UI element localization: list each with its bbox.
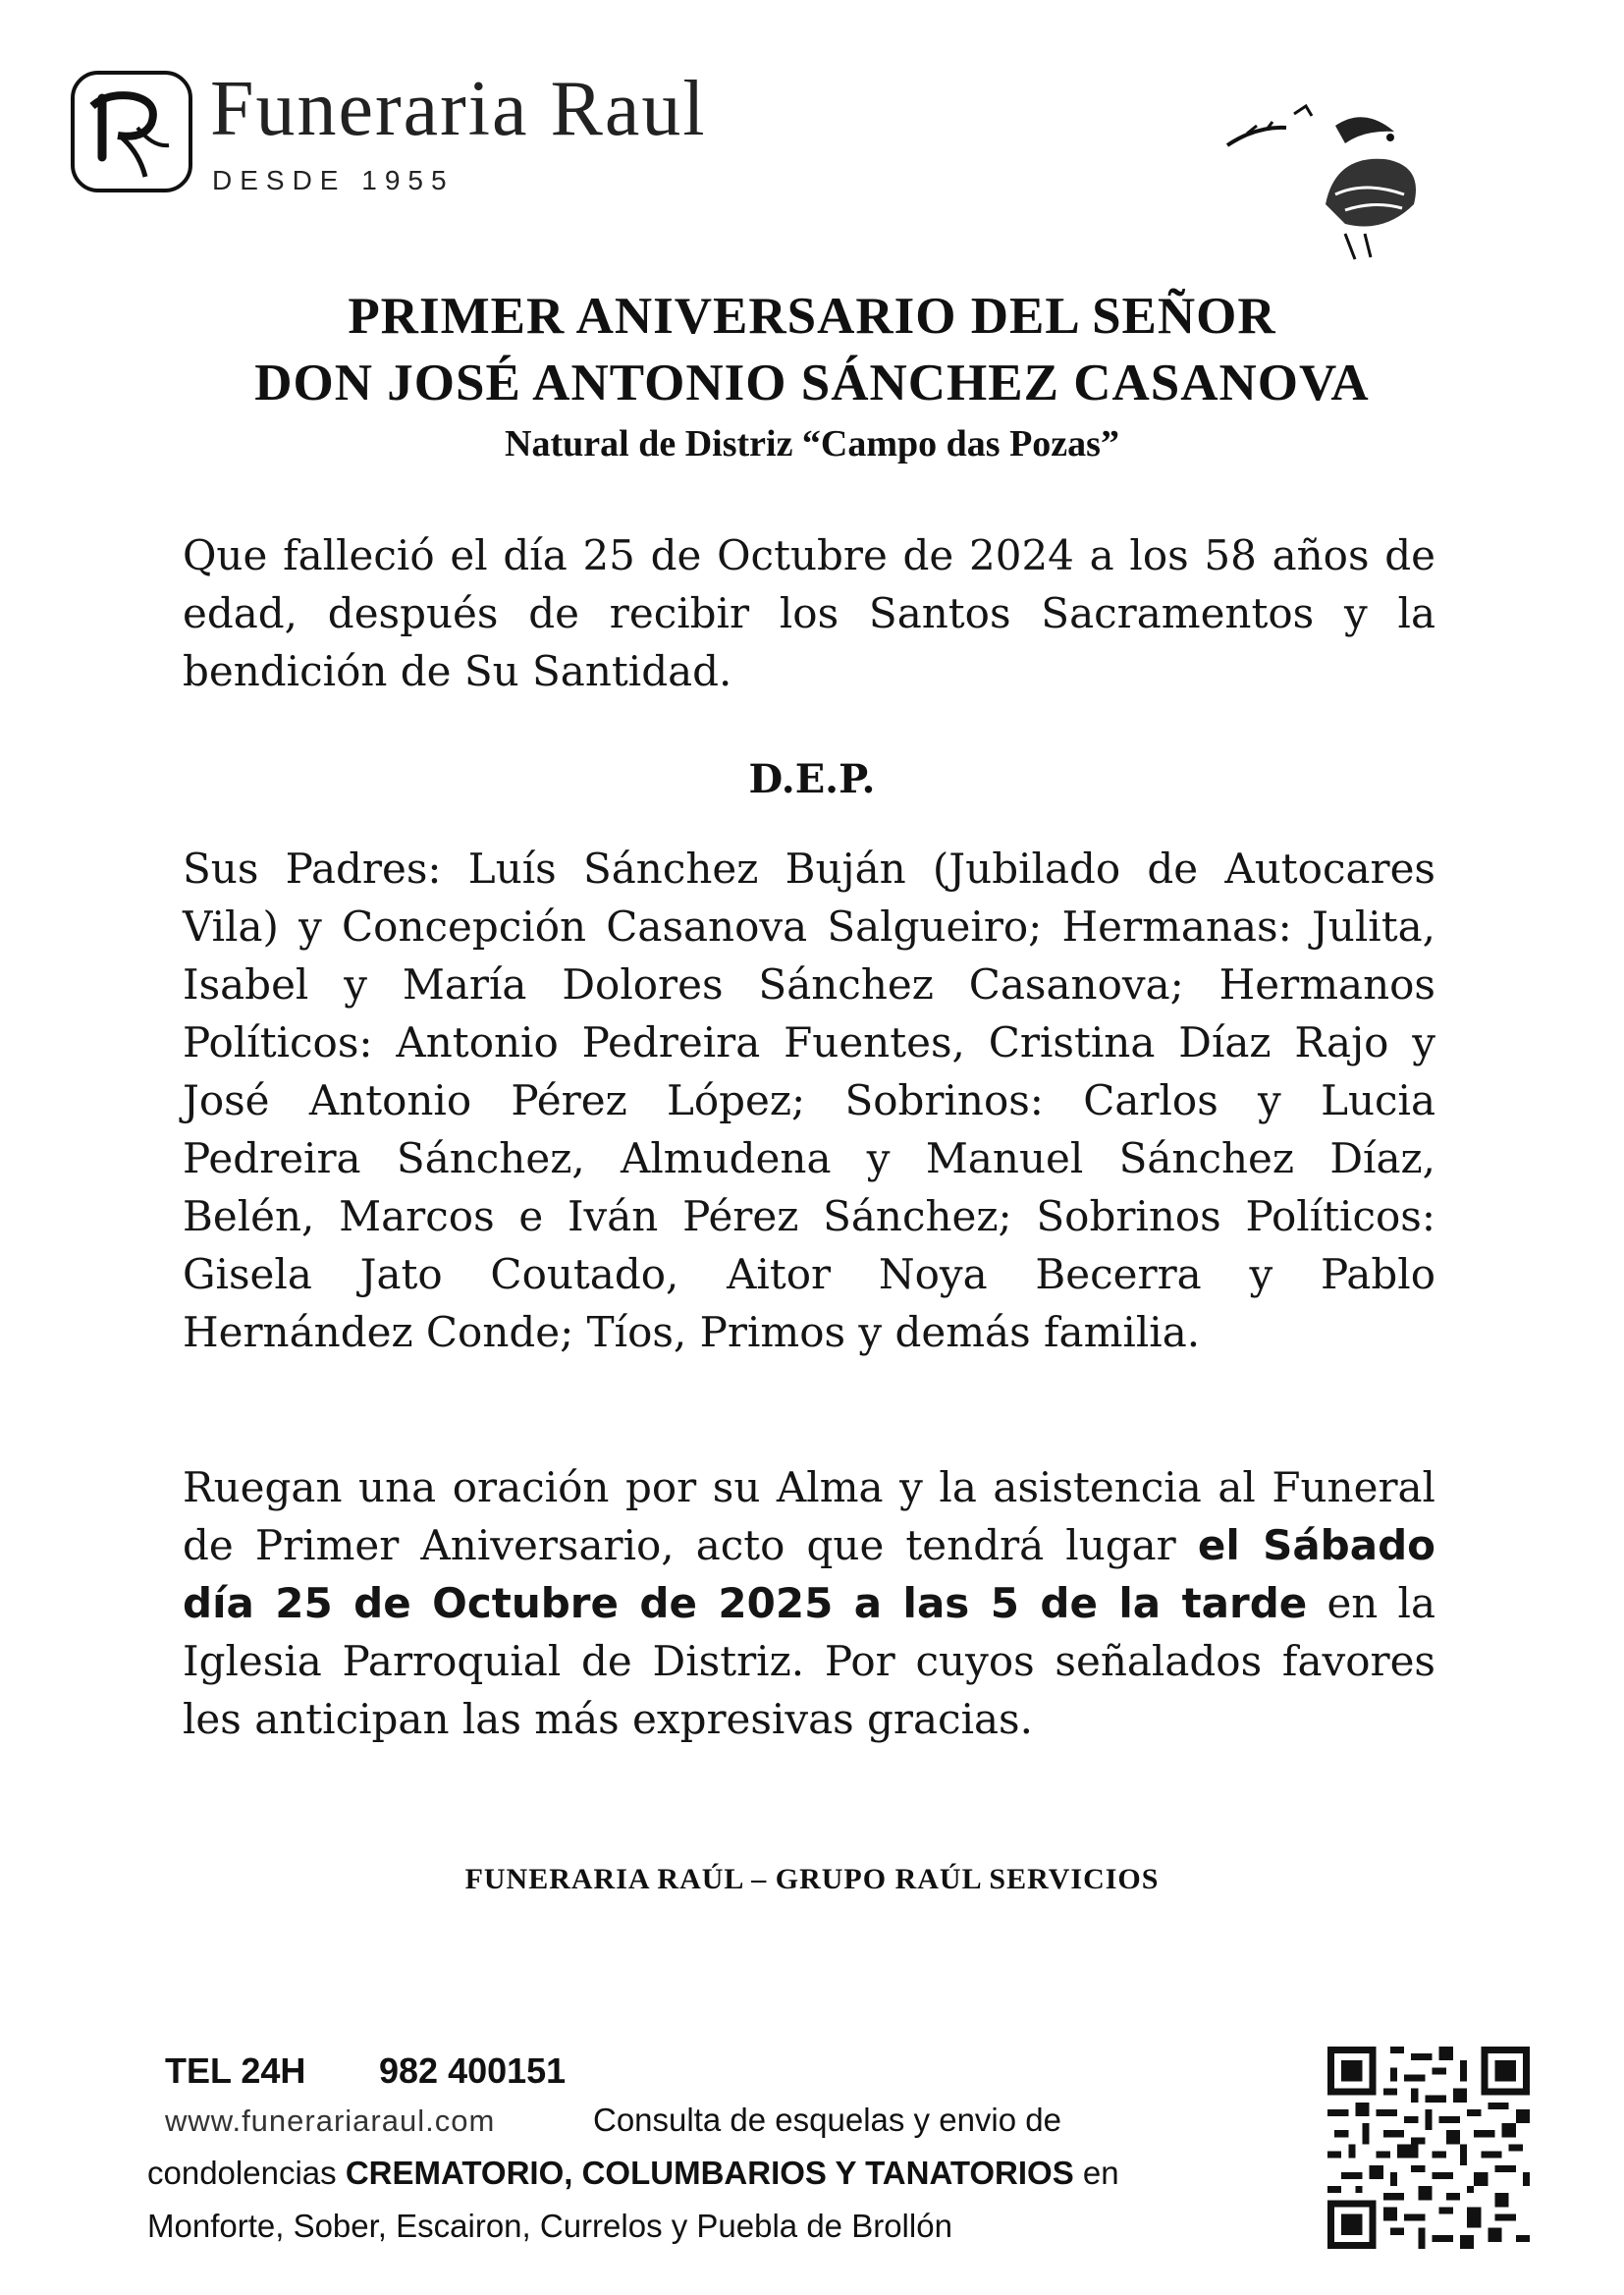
family-paragraph: Sus Padres: Luís Sánchez Buján (Jubilado de Autocares Vila) y Concepción Casanova Salgueiro; Hermanas: Julita, Isabel y María Dolores Sánchez Casanova; Hermanos Políticos: Antonio Pedreira Fuentes, Cristina Díaz Rajo y José Antonio Pérez López; Sobrinos: Carlos y Lucia Pedreira Sánchez, Almudena y Manuel Sánchez Díaz, Belén, Marcos e Iván Pérez Sánchez; Sobrinos Políticos: Gisela Jato Coutado, Aitor Noya Becerra y Pablo Hernández Conde; Tíos, Primos y demás familia. — [183, 845, 1435, 1356]
footer-services: CREMATORIO, COLUMBARIOS Y TANATORIOS — [345, 2155, 1074, 2191]
website-link[interactable]: www.funerariaraul.com — [165, 2104, 496, 2138]
invitation-outro: en la Iglesia Parroquial de Distriz. Por cuyos señalados favores les anticipan las más expresivas gracias. — [183, 1579, 1435, 1743]
phone-label: TEL 24H — [165, 2050, 306, 2091]
signature: FUNERARIA RAÚL – GRUPO RAÚL SERVICIOS — [464, 1863, 1160, 1895]
dove-ornament-icon — [1218, 86, 1443, 263]
death-notice-paragraph: Que falleció el día 25 de Octubre de 2024 a los 58 años de edad, después de recibir los Santos Sacramentos y la bendición de Su Santidad. — [183, 531, 1435, 695]
footer-locations-line: Monforte, Sober, Escairon, Currelos y Puebla de Brollón — [147, 2208, 952, 2244]
brand-since: DESDE 1955 — [212, 165, 455, 195]
title-line-1: PRIMER ANIVERSARIO DEL SEÑOR — [348, 288, 1276, 345]
subtitle: Natural de Distriz “Campo das Pozas” — [505, 423, 1119, 464]
footer-consulta-text: Consulta de esquelas y envio de — [593, 2102, 1061, 2138]
brand-name: Funeraria Raul — [210, 66, 707, 152]
footer-line2-suffix: en — [1073, 2155, 1119, 2191]
phone-number[interactable]: 982 400151 — [379, 2050, 567, 2091]
invitation-intro: Ruegan una oración por su Alma y la asistencia al Funeral de Primer Aniversario, acto que tendrá lugar — [183, 1463, 1435, 1569]
logo-monogram-icon — [88, 88, 175, 179]
footer-services-line — [147, 2155, 1119, 2192]
dep-heading: D.E.P. — [748, 756, 876, 802]
invitation-date-time: el Sábado día 25 de Octubre de 2025 a las 5 de la tarde — [183, 1521, 1435, 1627]
logo-badge — [71, 71, 192, 192]
title-line-2: DON JOSÉ ANTONIO SÁNCHEZ CASANOVA — [254, 355, 1370, 411]
invitation-paragraph — [183, 1458, 1435, 1748]
footer-line2-prefix: condolencias — [147, 2155, 346, 2191]
qr-code-icon[interactable] — [1327, 2047, 1530, 2249]
